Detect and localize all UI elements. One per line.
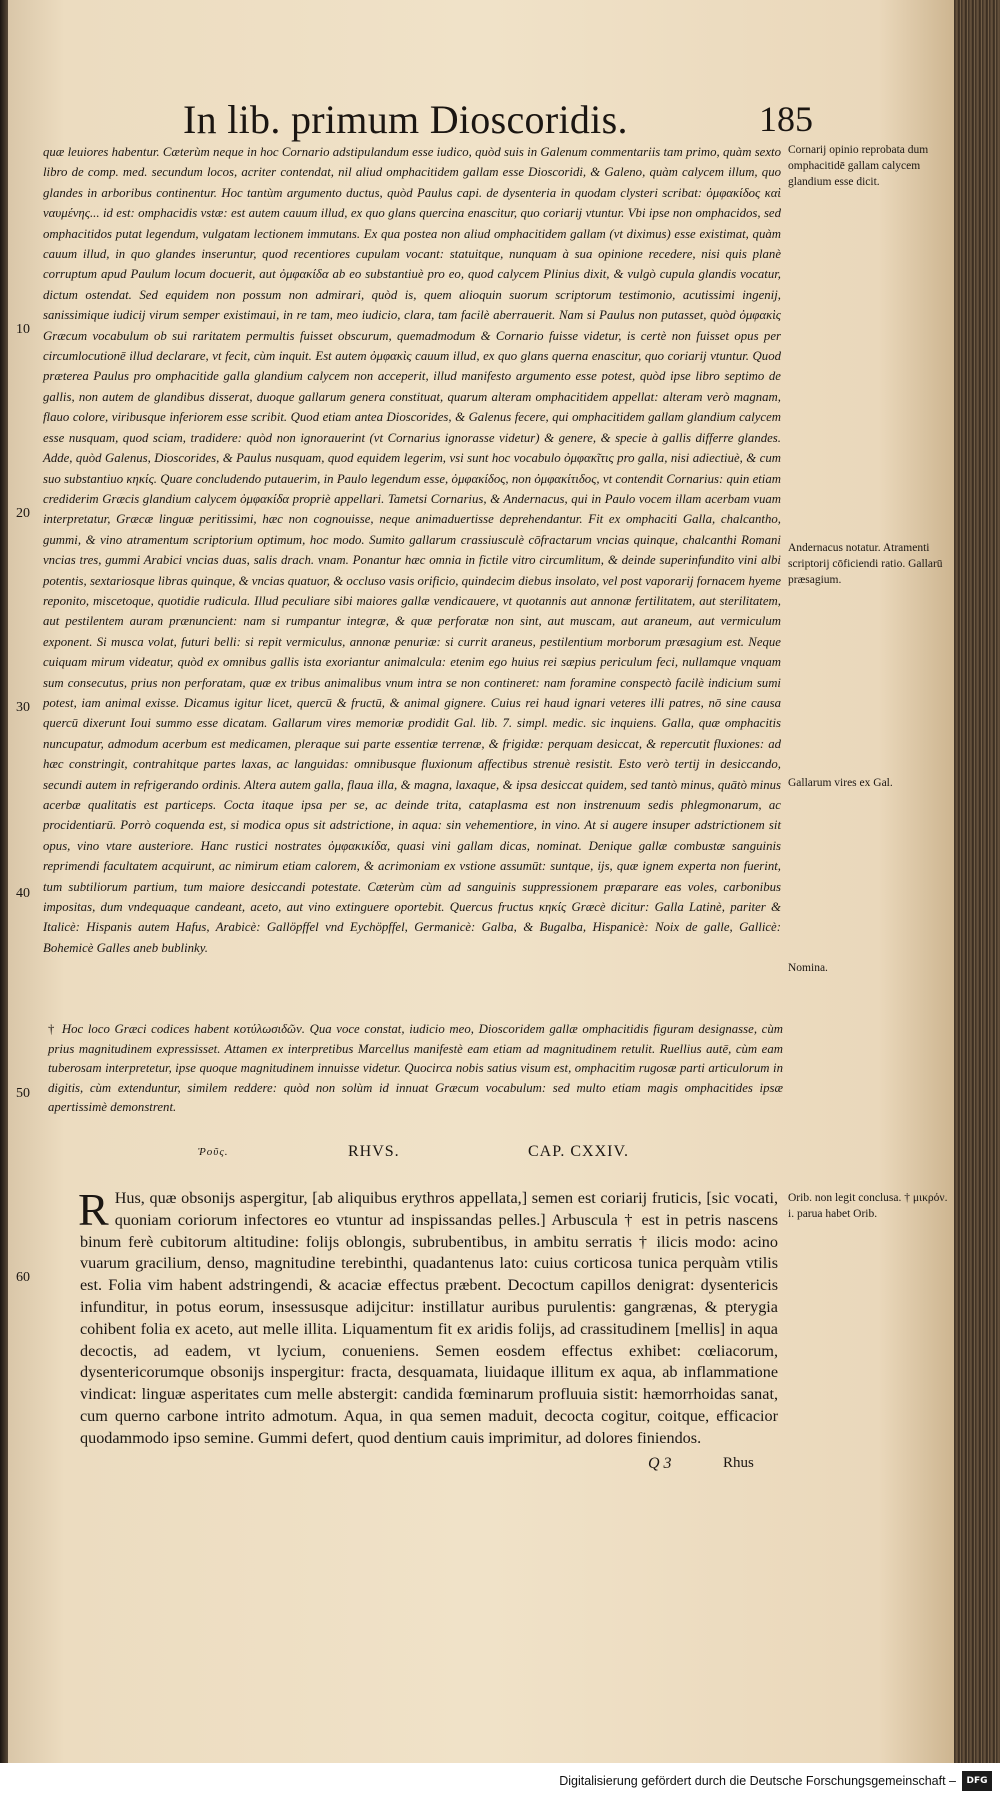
line-number-60: 60 — [16, 1270, 30, 1285]
chapter-body: Hus, quæ obsonijs aspergitur, [ab aliquibus erythros appellata,] semen est coriarij fruticis, [sic vocati, quoniam coriorum infectores eo vtuntur ad inspissandas pelles.] Arbuscula † est in petris nascens binum ferè cubitorum altitudine: folijs oblongis, subrubentibus, in ambitu serratis † ilicis modo: acino vuarum gracilium, denso, magnitudine terebinthi, quadantenus lato: cuius corticosa tunica perquàm vtilis est. Folia vim habent adstringendi, & acaciæ effectus præbent. Decoctum capillos denigrat: dysentericis infunditur, in potus eorum, insessusque adijcitur: instillatur auribus purulentis: gangrænas, & pterygia cohibent folia ex aceto, aut melle illita. Liquamentum fit ex aridis folijs, ad crassitudinem [mellis] in aqua decoctis, ad eadem, vt lycium, conueniens. Semen eosdem effectus exhibet: cœliacorum, dysentericorumque obsonijs inspergitur: fracta, desquamata, liuidaque illitum ex aqua, ab inflammatione vindicat: linguæ asperitates cum melle abstergit: candida fœminarum profluuia sistit: hæmorrhoidas sanat, cum querno carbone intrito admotum. Aqua, in qua semen maduit, decocta cogitur, coitque, efficacior quodammodo ipso semine. Gummi defert, quod dentium cauis imprimitur, ad dolores finiendos. — [80, 1189, 778, 1447]
marginal-note-vires: Gallarum vires ex Gal. — [788, 777, 893, 789]
digitization-bar — [0, 1763, 1000, 1801]
book-page — [8, 0, 954, 1763]
catchword: Rhus — [723, 1455, 754, 1471]
chapter-number: CAP. CXXIV. — [528, 1143, 629, 1160]
scan-left-shadow — [0, 0, 8, 1801]
marginal-note-oribasius: Orib. non legit conclusa. † μικρόν. i. parua habet Orib. — [788, 1192, 948, 1220]
chapter-heading — [198, 1143, 758, 1167]
line-number-50: 50 — [16, 1086, 30, 1101]
line-number-40: 40 — [16, 886, 30, 901]
footnote — [48, 1020, 783, 1118]
marginal-note-cornarius: Cornarij opinio reprobata dum omphacitidē gallam calycem glandium esse dicit. — [788, 144, 929, 188]
digitization-credit: Digitalisierung gefördert durch die Deutsche Forschungsgemeinschaft – — [559, 1774, 956, 1788]
signature-mark: Q 3 — [648, 1455, 672, 1472]
footnote-text: Hoc loco Græci codices habent κοτύλωσιδῶν. Qua voce constat, iudicio meo, Dioscoridem gallæ omphacitidis figuram designasse, cùm prius magnitudinem expressisset. Attamen ex interpretibus Marcellus manifestè eam etiam ad magnitudinem retulit. Ruellius autē, cùm eam tuberosam interpretetur, ipse quoque magnitudinem innuisse videtur. Quocirca nobis satius visum est, omphacitim rugosæ parti articulorum in digitis, cùm extenduntur, similem reddere: quòd non solùm id innuat Græcum vocabulum: sed multo etiam magis omphacitides ipsæ apertissimè demonstrent. — [48, 1022, 783, 1114]
dagger-mark: † — [48, 1022, 56, 1036]
running-title: In lib. primum Dioscoridis. — [183, 97, 628, 142]
drop-cap: R — [78, 1184, 109, 1235]
marginal-note-andernacus: Andernacus notatur. Atramenti scriptorij cōficiendi ratio. Gallarū præsagium. — [788, 542, 943, 586]
line-number-10: 10 — [16, 322, 30, 337]
page-number: 185 — [759, 99, 813, 139]
line-number-20: 20 — [16, 506, 30, 521]
page-header — [183, 96, 823, 144]
chapter-greek-name: Ῥοῦς. — [198, 1146, 229, 1158]
marginal-note-nomina: Nomina. — [788, 962, 828, 974]
chapter-name: RHVS. — [348, 1143, 400, 1160]
commentary-paragraph: quæ leuiores habentur. Cæterùm neque in hoc Cornario adstipulandum esse iudico, quòd suis in Galenum commentariis tam primo, quàm sexto libro de comp. med. secundum locos, acriter contendat, nil aliud omphacitidem gallam esse Dioscoridi, & Galeno, quàm calycem illum, quo glandes in arboribus continentur. Hoc tantùm argumento ductus, quòd Paulus capi. de dysenteria in quodam clysteri scribat: ὀμφακίδος καὶ ναυμένης... id est: omphacidis vstæ: est autem cauum illud, ex quo glans quercina enascitur, quo coriarij vtuntur. Vbi ipse non omphacidos, sed omphacitidos putat legendum, vulgatam lectionem immutans. Ex qua postea non aliud omphacitidem gallam (vt diximus) esse existimat, quàm cauum illud, in quo glandes inseruntur, quod recentiores cupulam vocant: statuitque, nunquam à sua opinione recedere, nisi quis planè corruptum apud Paulum locum docuerit, aut ὀμφακίδα ab eo substantiuè pro eo, quod calycem Plinius dixit, & vulgò cupula glandis vocatur, dictum ostendat. Sed equidem non possum non admirari, quòd is, quem alioquin suorum scriptorum testimonio, acutissimi ingenij, sanissimique iudicij virum semper existimaui, in re tam, meo iudicio, clara, tam facilè aberrauerit. Nam si Paulus non putasset, quòd ὀμφακὶς Græcum vocabulum ob sui raritatem permultis fuisset obscurum, quemadmodum & Cornario fuisse videtur, is certè non fuisset opus per circumlocutionē illud declarare, vt fecit, cùm inquit. Est autem ὀμφακὶς cauum illud, ex quo glans querna enascitur, quo coriarij vtuntur. Quod præterea Paulus pro omphacitide galla glandium calycem non acceperit, illud manifesto argumento esse potest, quòd ipse libro septimo de gallis, non autem de glandibus disserat, duoque gallarum genera constituat, quarum alteram omphacitidem appellat: alteram verò magnam, flauo colore, viribusque inferiorem esse scribit. Quod etiam antea Dioscorides, & Galenus fecere, qui omphacitidem gallam glandium calycem esse nusquam, quod sciam, tradidere: quòd non ignorauerint (vt Cornarius ignorasse videtur) & genere, & specie à gallis differre glandes. Adde, quòd Galenus, Dioscorides, & Paulus nusquam, quod equidem legerim, vsi sunt hoc vocabulo ὀμφακῖτις pro galla, nisi adiectiuè, & cum suo substantiuo κηκίς. Quare concludendo putauerim, in Paulo legendum esse, ὀμφακίδος, non ὀμφακίτιδος, vt contendit Cornarius: quin etiam crediderim Græcis glandium calycem ὀμφακίδα propriè appellari. Tametsi Cornarius, & Andernacus, qui in Paulo vocem illam acerbam vuam interpretatur, Græcæ linguæ peritissimi, hæc non cognouisse, neque animaduertisse deprehendantur. Fit ex omphaciti Galla, chalcantho, gummi, & vino atramentum scriptorium optimum, hoc modo. Sumito gallarum crassiusculè cōfractarum vncias quinque, chalcanthi Romani vncias tres, gummi Arabici vncias duas, salis drach. vnam. Ponantur hæc omnia in fictile vitro circumlitum, & deinde superinfundito vini albi potentis, sextariosque libras quinque, & vncias quatuor, & occluso vasis orificio, quindecim diebus insolato, vel post vaporarij fornacem hyeme reponito, miscetoque, quotidie rudicula. Illud peculiare sibi maiores gallæ vendicauere, vt quotannis aut annonæ fertilitatem, aut sterilitatem, aut pestilentem auram prænuncient: nam si rumpantur integræ, & quæ perforatæ non sint, aut muscam, aut araneum, aut vermiculum exponent. Si musca volat, futuri belli: si repit vermiculus, annonæ penuriæ: si currit araneus, pestilentium morborum præsagium est. Neque cuiquam mirum videatur, quòd ex omnibus gallis ista exoriantur animalcula: etenim ego huius rei sæpius periculum feci, nullamque vnquam sum consecutus, prius non perforatam, quæ ex tribus animalibus vnum intra se non contineret: nam foramine conspectò facilè indicium sumi potest, iam animal exisse. Dicamus igitur licet, quercū & fructū, & animal gignere. Cuius rei haud ignari veteres illi patres, nō sine causa quercū dixerunt Ioui summo esse dicatam. Gallarum vires memoriæ prodidit Gal. lib. 7. simpl. medic. sic inquiens. Galla, quæ omphacitis nuncupatur, admodum acerbum est medicamen, pleraque sui parte essentiæ terrenæ, & frigidæ: perquam desiccat, & repercutit fluxiones: ad hæc constringit, contrahitque partes laxas, ac languidas: omnibusque fluxionum affectibus strenuè resistit. Esto verò tertij in desiccando, secundi autem in refrigerando ordinis. Altera autem galla, flaua illa, & magna, laxaque, & ipsa desiccat quidem, sed tantò minus, quātò minus acerbæ qualitatis est particeps. Cocta itaque ipsa per se, ac deinde trita, cataplasma est non instrenuum sedis phlegmonarum, ac procidentiarū. Porrò coquenda est, si modica opus sit adstrictione, in aqua: sin vehementiore, in vino. At si augere insuper adstrictionem sit opus, vino vtare austeriore. Hanc rustici nostrates ὀμφακικίδα, quasi vini gallam dicas, nominat. Denique gallæ combustæ sanguinis reprimendi facultatem acquirunt, ac nimirum etiam calorem, & acrimoniam ex vstione assumūt: suntque, ijs, quæ ignem experta non fuerint, tum subtiliorum partium, tum maiore desiccandi potestate. Cæterùm cùm ad sanguinis suppressionem præparare eas voles, carbonibus impositas, dum vndequaque candeant, aceto, aut vino extinguere oportebit. Quercus fructus κηκίς Græcè dicitur: Galla Latinè, pariter & Italicè: Hispanis autem Hafus, Arabicè: Gallöpffel vnd Eychöpffel, Germanicè: Galba, & Bugalba, Hispanicè: Noix de galle, Gallicè: Bohemicè Galles aneb bublinky. — [43, 145, 781, 955]
commentary-text — [43, 142, 781, 958]
chapter-text — [78, 1184, 778, 1450]
page-edge-stack — [954, 0, 1000, 1763]
dfg-logo-icon: DFG — [962, 1771, 992, 1791]
line-number-30: 30 — [16, 700, 30, 715]
